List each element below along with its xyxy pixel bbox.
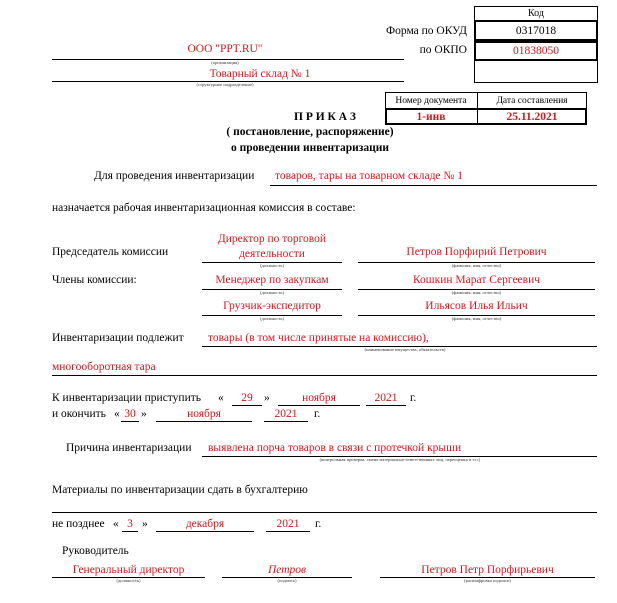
end-month: ноября xyxy=(187,408,221,420)
document-number: 1-инв xyxy=(416,110,446,123)
start-label: К инвентаризации приступить xyxy=(52,392,202,404)
start-year-suffix: г. xyxy=(410,392,417,404)
head-position-caption: (должность) xyxy=(116,578,141,583)
deadline-rq: » xyxy=(142,518,148,530)
subject-caption: (наименование имущества, обязательств) xyxy=(364,347,446,352)
subject-value2: многооборотная тара xyxy=(52,361,156,373)
head-label: Руководитель xyxy=(62,545,129,557)
head-name: Петров Петр Порфирьевич xyxy=(421,564,554,576)
deadline-month: декабря xyxy=(185,518,225,530)
members-label: Члены комиссии: xyxy=(52,274,137,286)
reason-label: Причина инвентаризации xyxy=(66,442,192,454)
deadline-label: не позднее xyxy=(52,518,105,530)
organization-name: ООО "PPT.RU" xyxy=(187,43,263,55)
chairman-name-caption: (фамилия, имя, отчество) xyxy=(451,263,502,268)
head-signature-caption: (подпись) xyxy=(277,578,297,583)
department-name: Товарный склад № 1 xyxy=(209,68,311,80)
okud-label: Форма по ОКУД xyxy=(386,25,467,37)
end-day: 30 xyxy=(124,408,136,420)
chairman-label: Председатель комиссии xyxy=(52,246,169,258)
title-line3: о проведении инвентаризации xyxy=(231,142,389,154)
deadline-day: 3 xyxy=(127,518,133,530)
member-name: Кошкин Марат Сергеевич xyxy=(412,274,541,286)
submit-label: Материалы по инвентаризации сдать в бухгалтерию xyxy=(52,484,308,496)
head-signature: Петров xyxy=(267,564,307,576)
title-line1: П Р И К А З xyxy=(294,111,357,123)
codes-header: Код xyxy=(528,7,544,19)
end-lq: « xyxy=(114,408,120,420)
okud-value: 0317018 xyxy=(515,25,557,37)
member-position-caption: (должность) xyxy=(259,290,285,295)
start-rq: » xyxy=(264,392,270,404)
commission-intro: назначается рабочая инвентаризационная комиссия в составе: xyxy=(52,202,356,214)
okpo-value: 01838050 xyxy=(513,45,559,57)
document-date-header: Дата составления xyxy=(496,95,568,106)
start-lq: « xyxy=(218,392,224,404)
reason-caption: (контрольная проверка, смена материально-ответственных лиц, переоценка и т.п.) xyxy=(319,457,481,462)
deadline-year-suffix: г. xyxy=(315,518,322,530)
chairman-position-caption: (должность) xyxy=(259,263,285,268)
member-name-caption: (фамилия, имя, отчество) xyxy=(451,290,502,295)
reason-value: выявлена порча товаров в связи с протечкой крыши xyxy=(208,442,462,454)
purpose-value: товаров, тары на товарном складе № 1 xyxy=(275,170,463,182)
deadline-year: 2021 xyxy=(276,518,300,530)
subject-label: Инвентаризации подлежит xyxy=(52,332,184,344)
member-name-caption: (фамилия, имя, отчество) xyxy=(451,316,502,321)
document-number-header: Номер документа xyxy=(395,95,467,106)
end-label: и окончить xyxy=(52,408,106,420)
deadline-lq: « xyxy=(113,518,119,530)
chairman-position-line1: Директор по торговой xyxy=(217,233,327,245)
subject-value1: товары (в том числе принятые на комиссию), xyxy=(208,332,429,344)
purpose-label: Для проведения инвентаризации xyxy=(94,170,255,182)
start-month: ноября xyxy=(302,392,336,404)
chairman-name: Петров Порфирий Петрович xyxy=(406,246,547,258)
start-day: 29 xyxy=(241,392,253,404)
member-position: Грузчик-экспедитор xyxy=(223,300,321,312)
head-position: Генеральный директор xyxy=(72,564,185,576)
department-caption: (структурное подразделение) xyxy=(196,82,254,87)
end-rq: » xyxy=(141,408,147,420)
member-name: Ильясов Илья Ильич xyxy=(425,300,528,312)
member-position-caption: (должность) xyxy=(259,316,285,321)
end-year-suffix: г. xyxy=(314,408,321,420)
end-year: 2021 xyxy=(274,408,298,420)
head-name-caption: (расшифровка подписи) xyxy=(464,578,511,583)
organization-caption: (организация) xyxy=(211,60,239,65)
title-line2: ( постановление, распоряжение) xyxy=(226,126,394,138)
chairman-position-line2: деятельности xyxy=(239,248,305,260)
start-year: 2021 xyxy=(374,392,398,404)
member-position: Менеджер по закупкам xyxy=(215,274,329,286)
document-date: 25.11.2021 xyxy=(506,110,558,123)
okpo-label: по ОКПО xyxy=(419,44,467,56)
